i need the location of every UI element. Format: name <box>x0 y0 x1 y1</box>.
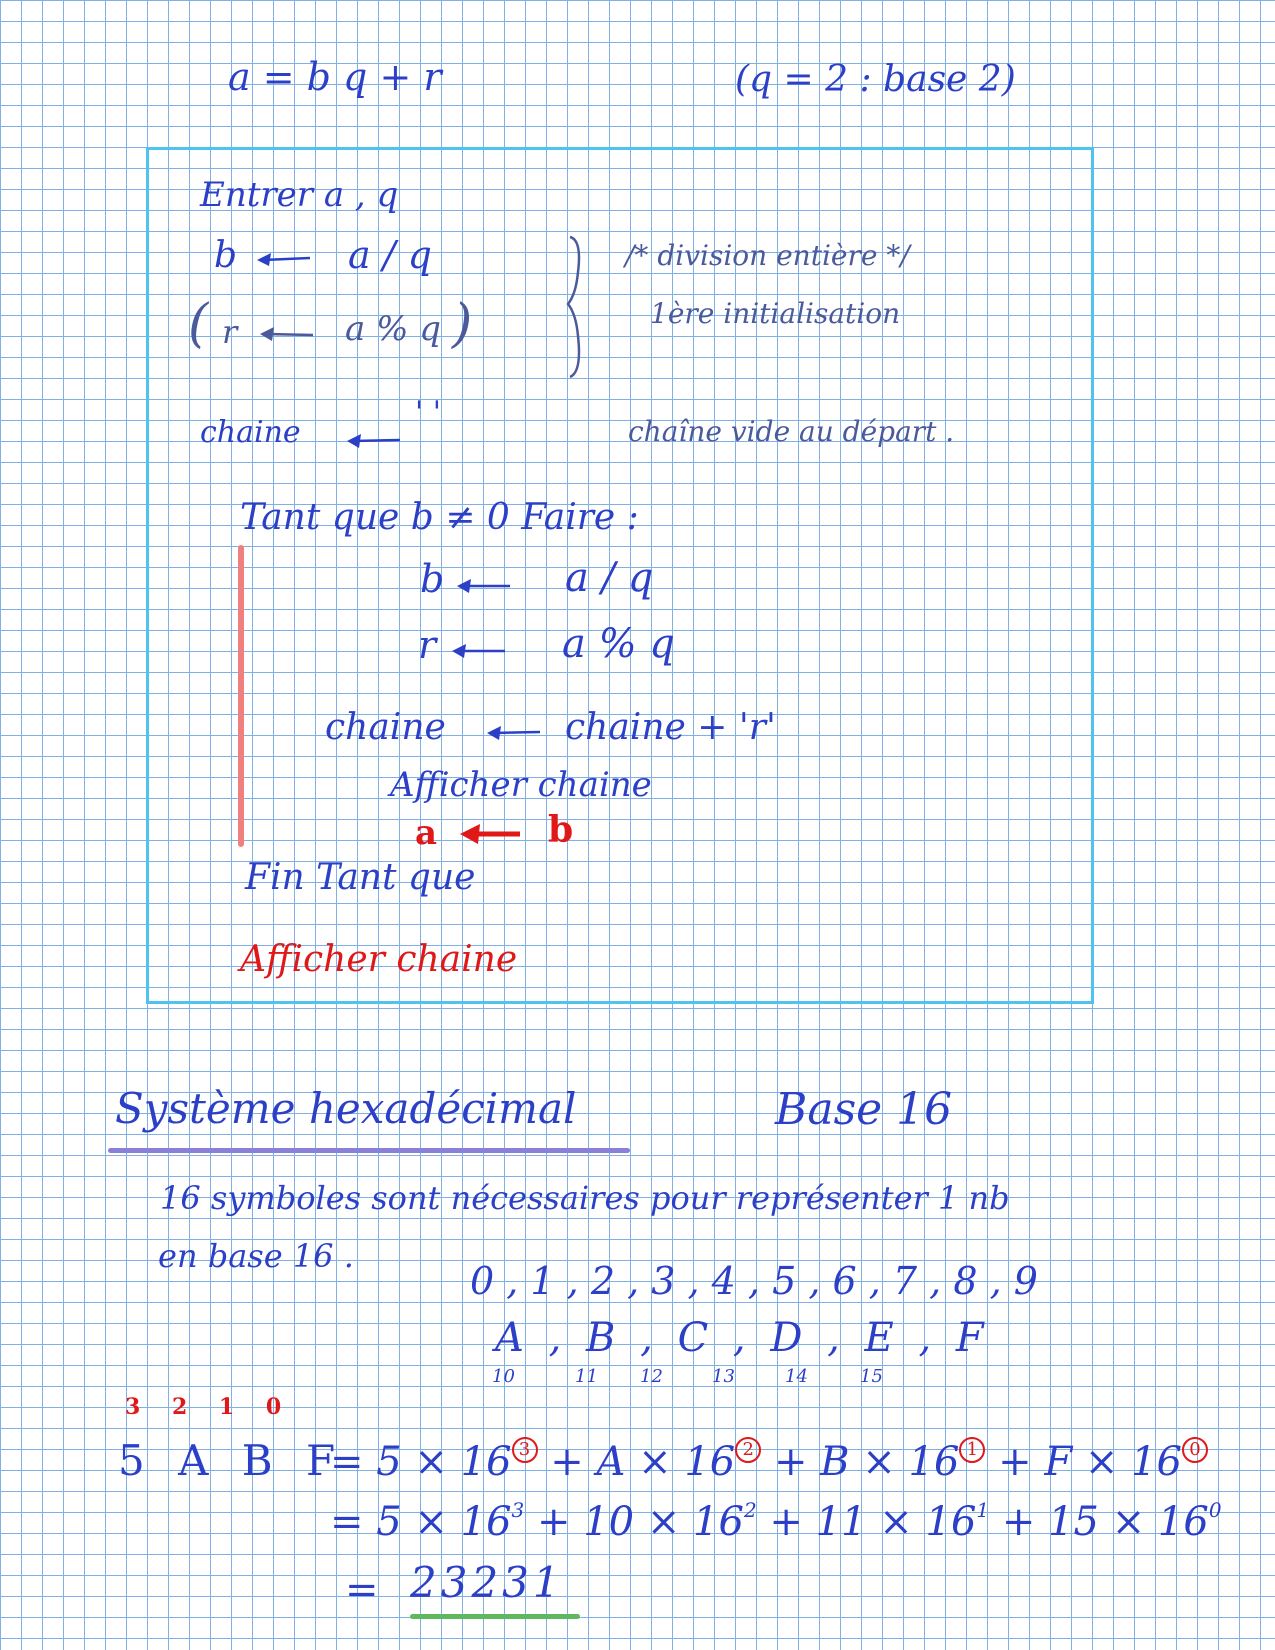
result-underline <box>410 1614 580 1619</box>
assign-arrow-icon <box>255 248 315 268</box>
letter-value: 10 <box>492 1366 515 1387</box>
equation-term: + 10 × 16 <box>536 1499 744 1545</box>
exponent: 0 <box>1208 1498 1222 1522</box>
algo-b-rhs: a / q <box>348 233 432 277</box>
loop-a-rhs: b <box>548 809 574 851</box>
brace-icon <box>560 232 600 382</box>
empty-quotes: ' ' <box>415 395 442 430</box>
exponent: 3 <box>511 1498 525 1522</box>
letter-value: 13 <box>712 1366 735 1387</box>
equation-line-2 <box>330 1498 1222 1545</box>
hex-number: 5 A B F <box>118 1436 346 1485</box>
circled-exponent: 3 <box>512 1437 538 1463</box>
base-label: Base 16 <box>775 1084 953 1135</box>
paren-close: ) <box>452 294 473 354</box>
while-end: Fin Tant que <box>245 857 476 898</box>
algo-r-rhs: a % q <box>345 309 441 349</box>
assign-arrow-icon <box>345 430 405 450</box>
equation-term: + A × 16 <box>550 1439 736 1485</box>
letter-value: 11 <box>575 1366 598 1387</box>
assign-arrow-icon <box>450 640 510 660</box>
comment-division: /* division entière */ <box>625 239 910 272</box>
exponent: 2 <box>743 1498 757 1522</box>
equation-line-1 <box>330 1439 1208 1485</box>
circled-exponent: 2 <box>735 1437 761 1463</box>
loop-a: a <box>415 813 438 853</box>
hex-letters: A , B , C , D , E , F <box>495 1315 990 1361</box>
letter-value: 14 <box>785 1366 808 1387</box>
comment-empty: chaîne vide au départ . <box>628 415 955 448</box>
loop-b-rhs: a / q <box>565 555 654 601</box>
base-note: (q = 2 : base 2) <box>735 59 1016 100</box>
hex-title: Système hexadécimal <box>115 1084 577 1133</box>
loop-b-lhs: b <box>420 557 445 601</box>
equation-term: + F × 16 <box>998 1439 1182 1485</box>
desc-line-2: en base 16 . <box>158 1237 354 1275</box>
desc-line-1: 16 symboles sont nécessaires pour représenter 1 nb <box>160 1179 1010 1217</box>
loop-r-rhs: a % q <box>562 621 675 667</box>
loop-chaine-lhs: chaine <box>325 707 446 748</box>
circled-exponent: 0 <box>1182 1437 1208 1463</box>
equation-top: a = b q + r <box>228 55 442 99</box>
assign-arrow-icon <box>455 575 515 595</box>
circled-exponent: 1 <box>959 1437 985 1463</box>
equation-term: = 5 × 16 <box>330 1439 512 1485</box>
assign-arrow-icon <box>485 722 545 742</box>
result-value: 23231 <box>410 1558 564 1607</box>
assign-arrow-icon <box>258 324 318 344</box>
exponent: 1 <box>976 1498 990 1522</box>
loop-print: Afficher chaine <box>390 765 652 805</box>
result-equals: = <box>345 1567 379 1613</box>
letter-value: 15 <box>860 1366 883 1387</box>
loop-chaine-rhs: chaine + 'r' <box>565 707 776 748</box>
assign-arrow-icon <box>460 822 524 844</box>
title-underline <box>108 1148 630 1153</box>
letter-value: 12 <box>640 1366 663 1387</box>
positions: 3 2 1 0 <box>125 1394 294 1420</box>
equation-term: + 15 × 16 <box>1001 1499 1209 1545</box>
algo-r-lhs: r <box>222 313 238 351</box>
equation-term: + 11 × 16 <box>769 1499 977 1545</box>
equation-term: + B × 16 <box>773 1439 960 1485</box>
comment-init: 1ère initialisation <box>650 297 901 330</box>
loop-r-lhs: r <box>418 623 437 667</box>
equation-term: = 5 × 16 <box>330 1499 512 1545</box>
algo-chaine: chaine <box>200 415 301 450</box>
paren-open: ( <box>188 294 209 354</box>
algo-enter: Entrer a , q <box>200 175 399 215</box>
loop-bar <box>238 545 244 847</box>
hex-digits: 0 , 1 , 2 , 3 , 4 , 5 , 6 , 7 , 8 , 9 <box>470 1259 1038 1303</box>
algo-b-lhs: b <box>214 235 238 276</box>
final-print: Afficher chaine <box>240 939 518 980</box>
while-head: Tant que b ≠ 0 Faire : <box>240 497 639 538</box>
